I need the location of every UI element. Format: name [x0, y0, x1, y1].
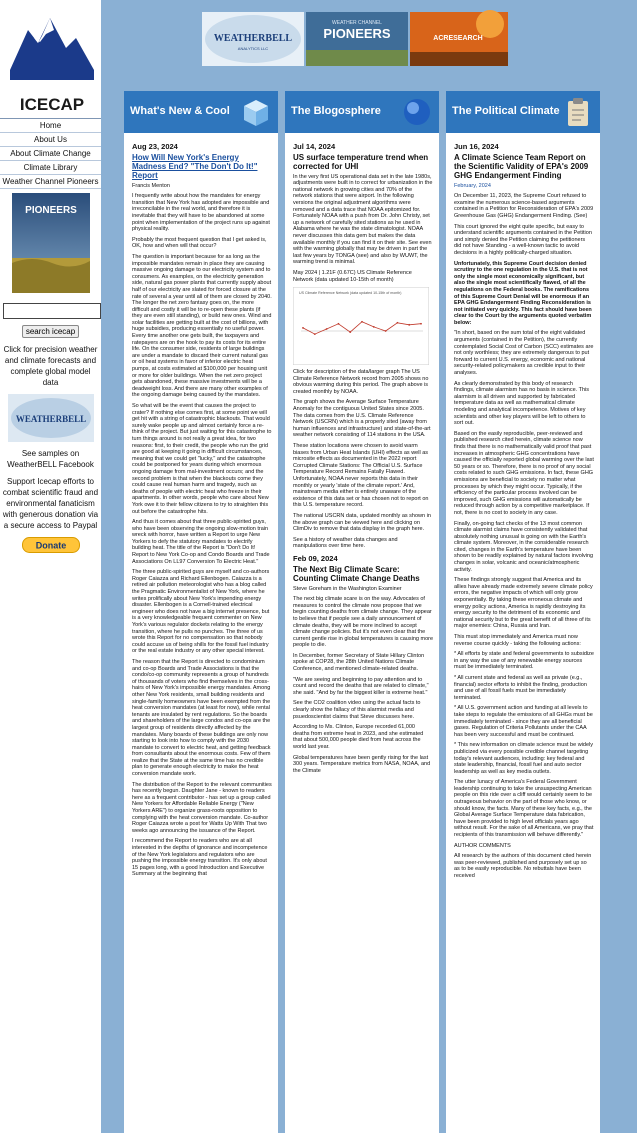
news-date: Aug 23, 2024	[132, 142, 178, 151]
news-headline-link[interactable]: How Will New York's Energy Madness End? "The Don't Do It!" Report	[132, 152, 258, 180]
chart-point	[314, 333, 316, 335]
political-para: This must stop immediately and America must now reverse course quickly - taking the following actions:	[454, 634, 581, 647]
political-para: As clearly demonstrated by this body of research findings, climate alarmism has no basis in science. This alarmism is all driven and supported by fabricated temperature data as well as mathematical climate modeling and analytical incompetence. Motives of key scientists and other key players will be left to others to sort out.	[454, 380, 590, 427]
blog-date-1: Jul 14, 2024	[293, 142, 336, 151]
blog-para: See a history of weather data changes and manipulations over time here.	[293, 536, 398, 550]
news-para: The three public-spirited guys are myself and co-authors Roger Caiazza and Richard Ellenbogen. Caiazza is a retired air pollution meteorologist who has a blog called the Pragmatic Environmentalist of New York, where he writes prolifically about New York's impending energy disaster. Ellenbogen is a Cornell-trained electrical engineer who does not have a big internet presence, but is a very knowledgeable frequent commenter on New York's various regulator dockets relating to the energy transition, where he pulls no punches. The three of us wrote this Report for no compensation so that nobody could accuse us of being shills for the fossil fuel industry or the real estate industry or any other special interest.	[132, 569, 270, 655]
political-para: * All current state and federal as well as private (e.g., financial) sector efforts to inhibit the finding, production and use of all fossil fuels must be immediately terminated.	[454, 674, 587, 701]
blog-para: According to Ms. Clinton, Europe recorded 61,000 deaths from extreme heat in 2023, and she estimated that about 500,000 people died from heat across the world last year.	[293, 724, 424, 750]
logo-text: ICECAP	[19, 95, 85, 114]
news-para: The question is important because for as long as the impossible mandates remain in place they are causing massive ongoing damage to our electricity system and to consumers. As examples, on the electricity generation side, natural gas power plants that currently supply about half of our electricity are slated for forced closure at the rate of several a year until all of them are closed by 2040. The longer the net zero fantasy goes on, the more difficult and costly it will be to re-open these plants (if they are even still standing), or build new ones. Wind and solar facilities are getting built at the cost of billions, with huge subsidies, producing essentially no useful power. Every time another one gets built, the taxpayers and ratepayers are on the hook to pay its costs for its entire life. On the consumer side, residents of large buildings are under a mandate to discard their current natural gas or oil heat systems in favor of inferior electric heat pumps, at costs estimated at $100,000 per housing unit or more for older buildings. When the net zero project gets abandoned, these massive investments will be a deadweight loss. And there are many other examples of the ongoing damage being caused by the mandates.	[132, 253, 272, 399]
weatherbell-banner[interactable]	[202, 12, 304, 66]
uscrn-temperature-chart[interactable]	[293, 287, 429, 365]
nav-about-us[interactable]: About Us	[0, 133, 101, 147]
donate-button[interactable]	[22, 537, 80, 553]
chart-point	[420, 323, 422, 325]
blog-para: Click for description of the data/larger graph The US Climate Reference Network record from 2005 shows no obvious warming during this period. The graph above is created monthly by NOAA.	[293, 369, 429, 395]
political-date: Jun 16, 2024	[454, 142, 499, 151]
weatherbell-facebook-text[interactable]: See samples on WeatherBELL Facebook	[7, 448, 94, 469]
sponsor-banner	[200, 10, 510, 68]
book-title: PIONEERS	[24, 205, 77, 216]
whats-new-header	[124, 91, 278, 133]
chart-caption: May 2024 | 1.21F (0.67C) US Climate Reference Network (data updated 10-15th of month)	[293, 269, 412, 283]
nav-home[interactable]: Home	[0, 119, 101, 133]
news-byline: Francis Menton	[132, 182, 170, 189]
nav-climate-library[interactable]: Climate Library	[0, 161, 101, 175]
chart-point	[326, 328, 328, 330]
political-para: Based on the easily reproducible, peer-reviewed and published research cited herein, climate science now finds that there is no mathematically valid proof that past increases in atmospheric GHG concentrations have caused the officially reported global warming over the last 50 years or so. Therefore, there is no proof of any social costs related to such GHG emissions. In fact, these GHG emissions are beneficial to society no matter what processes by which they might occur. Typically, if the efficiency of the particular process involved can be improved, such GHG emissions will automatically be reduced through action by a competitive marketplace. If not, there is no cost to society in any case.	[454, 430, 594, 516]
whats-new-column	[124, 91, 278, 1133]
blog-para: These station locations were chosen to avoid warm biases from Urban Heat Islands (UHI) effects as well as microsite effects as documented in the 2022 report Corrupted Climate Stations: The Official U.S. Surface Temperature Record Remains Fatally Flawed. Unfortunately, NOAA never reports this data in their monthly or yearly 'state of the climate report.' And, mainstream media either is entirely unaware of the existence of this data set or has chosen not to report on this U.S. temperature record.	[293, 443, 429, 509]
whats-new-title: What's New & Cool	[130, 105, 230, 117]
news-para: The reason that the Report is directed to condominium and co-op Boards and Trade Associations is that the condo/co-op community represents a group of hundreds of thousands of voters who find themselves in the cross-hairs of New York's impossible energy mandates. Among other New York residents, small building residents and single-family homeowners have been exempted from the heat conversion mandates (at least for now), while rental tenants are insulated by rent regulations. So the boards and shareholders of the large condos and co-ops are the largest group of residents directly affected by the mandates. Many boards of these buildings are only now starting to look into how to comply with the 2030 mandate to convert to electric heat, and getting feedback from consultants about the enormous costs. Few of them realize that the State at the same time has no credible plan to generate enough electricity to make the heat conversion mandate work.	[132, 658, 271, 778]
globe-icon	[400, 95, 434, 129]
political-para: These findings strongly suggest that America and its allies have already made extremely severe climate policy errors, the negative impacts of which will only grow exponentially. By taking these erroneous climate and energy policy actions, America is rapidly destroying its energy security to the detriment of its economic and national security but to the great benefit of all three of its major enemies: China, Russia and Iran.	[454, 577, 593, 630]
icecap-logo[interactable]	[8, 8, 96, 118]
blog-para: See the CO2 coalition video using the actual facts to clearly show the fallacy of this alarmist media and psuedoscientist claims that Steve discusses here.	[293, 700, 421, 720]
search-input[interactable]	[3, 303, 101, 319]
pioneers-banner-top: WEATHER CHANNEL	[332, 20, 382, 26]
pioneers-book-cover[interactable]	[12, 193, 90, 293]
weatherbell-banner-sub: ANALYTICS LLC	[237, 46, 269, 51]
blog-byline-2: Steve Goreham in the Washington Examiner	[293, 585, 402, 592]
political-para: AUTHOR COMMENTS	[454, 842, 511, 849]
blog-para: "We are seeing and beginning to pay attention and to count and record the deaths that are related to climate," she said. "And by far the biggest killer is extreme heat."	[293, 676, 429, 696]
political-para: Unfortunately, this Supreme Court decision denied scrutiny to the one regulation in the U.S. that is not only the single most economically significant, but also the single most scientifically flawed, of all the regulations on the Federal books. The ramifications of this Supreme Court Denial will be enormous if an EPA GHG Endangerment Finding Reconsideration is not initiated very quickly. This fact should have been clear to the Court by the arguments quoted verbatim below:	[454, 260, 592, 326]
chart-point	[373, 326, 375, 328]
blog-para: In the very first US operational data set in the late 1980s, adjustments were built in to correct for urbanization in the national network in growing cities and 70% of the network stations that were airport. In the following versions the original adjustment algorithms were removed and a data trace that NOAA epitomized for. Fortunately NOAA with a push from Dr. John Christy, set up a network of carefully sited stations as he used in Alabama where he was the state climatologist. NOAA never discusses this data gem but makes the data available monthly if you can find it on their site. See even with the warming globally that may be driven in part the last few years by TONGA (see) and also by WUWT, the warming trend is minimal.	[293, 173, 433, 266]
blog-headline-1: US surface temperature trend when corrected for UHI	[293, 152, 429, 171]
clipboard-icon	[561, 95, 595, 129]
weatherbell-logo-text: WEATHERBELL	[15, 413, 86, 424]
political-para: * This new information on climate science must be widely publicized via every possible credible channel targeting today's relevant audiences, including: key federal and state leadership, financial, fossil fuel and auto sector leadership as well as key media outlets.	[454, 742, 593, 775]
chart-point	[397, 322, 399, 324]
political-para: Finally, on-going fact checks of the 13 most common climate alarmist claims have consistently validated that absolutely nothing unusual is going on with the Earth's climate system. Moreover, in the considerable research cited, changes in the Earth's temperature have been shown to be readily explained by natural factors involving changes in solar, volcanic and oceanic/atmospheric activity.	[454, 520, 594, 573]
blogosphere-title: The Blogosphere	[291, 105, 381, 117]
pioneers-banner-text: PIONEERS	[323, 26, 391, 41]
chart-point	[361, 321, 363, 323]
blog-para: In December, former Secretary of State Hillary Clinton spoke at COP28, the 28th United Nations Climate Conference, and mentioned climate-related deaths.	[293, 652, 425, 673]
political-climate-column	[446, 91, 600, 1133]
blogosphere-header	[285, 91, 439, 133]
news-para: I frequently write about how the mandates for energy transition that New York has adopted are impossible and irreconcilable in the real world, and therefore it is inevitable that they will have to be abandoned at some point when implementation of the project runs up against physical reality.	[132, 193, 270, 233]
search-button[interactable]: search icecap	[22, 325, 79, 338]
political-para: On December 11, 2023, the Supreme Court refused to examine the numerous science-based arguments contained in a Petition for Reconsideration of EPA's 2009 Greenhouse Gas (GHG) Endangerment Finding. (See)	[454, 193, 594, 219]
donate-label: Donate	[35, 540, 66, 550]
chart-point	[349, 331, 351, 333]
political-para: All research by the authors of this document cited herein was peer-reviewed, published and purposely set up so as to be easily reproducible. No rebuttals have been received	[454, 853, 592, 879]
nav-about-climate-change[interactable]: About Climate Change	[0, 147, 101, 161]
blog-para: The graph shows the Average Surface Temperature Anomaly for the contiguous United States since 2005. The data comes from the U.S. Climate Reference Network (USCRN) which is a properly sited (away from human influences and infrastructure) and state-of-the-art weather network consisting of 114 stations in the USA.	[293, 399, 431, 439]
news-para: And thus it comes about that three public-spirited guys, who have been observing the ongoing slow-motion train wreck with horror, have written a Report to urge New Yorkers to defy the statutory mandates to electrify building heat. The title of the Report is "Don't Do It! Report to New York Co-op and Condo Boards and Trade Associations On LL97 Conversion To Electric Heat."	[132, 519, 270, 565]
blog-headline-2: The Next Big Climate Scare: Counting Climate Change Deaths	[293, 564, 420, 583]
political-para: The utter lunacy of America's Federal Government leadership continuing to take the unsuspecting American people on this ride over a cliff would certainly seem to be outrageous behavior on the part of those who know, or should know, the facts. Many of these key facts, e.g., the Global Average Surface Temperature data fabrication, have been provided to high level officials years ago without result. For the sake of all Americans, we pray that recipients of this transmission will behave differently."	[454, 779, 594, 839]
political-para: This court ignored the eight quite specific, but easy to understand scientific arguments contained in the Petition and simply denied the Petition claiming the petitioners did not have Standing - a well-known tactic to avoid decisions in a highly politically-charged situation.	[454, 223, 592, 256]
chart-title: US Climate Reference Network (data updated 10-15th of month)	[299, 291, 402, 296]
chart-point	[338, 323, 340, 325]
chart-point	[385, 330, 387, 332]
support-text: Support Icecap efforts to combat scientific fraud and environmental fanaticism with generous donation via a secure access to Paypal	[2, 476, 99, 530]
acresearch-banner[interactable]	[410, 10, 508, 66]
nav-weather-channel-pioneers[interactable]: Weather Channel Pioneers	[0, 175, 101, 189]
news-para: Probably the most frequent question that I get asked is, OK, how and when will that occur?	[132, 236, 267, 250]
political-para: * All U.S. government action and funding at all levels to take steps to regulate the emissions of all GHGs must be immediately terminated - since they are all beneficial gases. Regulation of Criteria Pollutants under the CAA has been very successful and must be continued.	[454, 705, 593, 738]
political-sublink[interactable]: February, 2024	[454, 182, 491, 189]
site-nav	[0, 118, 101, 189]
ice-cube-icon	[239, 95, 273, 129]
blog-para: The next big climate scare is on the way. Advocates of measures to control the climate now propose that we begin counting deaths from climate change. They appear to believe that if people see a daily announcement of climate deaths, they will be more inclined to accept climate change policies. But it's not even clear that the current gentle rise in global temperatures is causing more people to die.	[293, 596, 434, 649]
blog-para: Global temperatures have been gently rising for the last 300 years. Temperature metrics from NASA, NOAA, and the Climate	[293, 754, 431, 774]
political-climate-title: The Political Climate	[452, 105, 560, 117]
political-headline: A Climate Science Team Report on the Scientific Validity of EPA's 2009 GHG Endangerment Finding	[454, 152, 589, 180]
blog-date-2: Feb 09, 2024	[293, 553, 338, 563]
sidebar	[0, 0, 101, 1133]
acresearch-banner-text: ACRESEARCH	[433, 35, 483, 42]
news-para: I recommend the Report to readers who are at all interested in the depths of ignorance and incompetence of the New York legislators and regulators who are pushing the impossible energy transition. It's only about 15 pages long, with a good Introduction and Executive Summary at the beginning that	[132, 838, 268, 878]
precision-forecast-text: Click for precision weather and climate forecasts and complete global model data	[3, 344, 98, 387]
weatherbell-logo[interactable]	[8, 394, 94, 442]
blog-para: The national USCRN data, updated monthly as shown in the above graph can be viewed here and clicking on ClimDiv to remove that data display in the graph here.	[293, 512, 431, 533]
political-climate-header	[446, 91, 600, 133]
news-para: So what will be the event that causes the project to crater? If nothing else comes first, at some point we will get hit with a string of catastrophic blackouts. That would surely wake people up and almost certainly force a re-think of the project. But just waiting for this catastrophe to turn things around is not really a great idea, for two reasons: first, to their credit, the people who run the grid are good at keeping it going in difficult circumstances, meaning that we could get "lucky," and the catastrophe could be postponed for years during which enormous ongoing damage from mal-investment occurs; and the second problem is that when the blackouts come they could cause real human harm and tragedy, such as deaths of people with electric heat who freeze in their apartments. In other words, people who care about New York owe it to their fellow citizens to try to straighten this out before the catastrophe hits.	[132, 403, 272, 515]
chart-point	[302, 327, 304, 329]
news-para: The distribution of the Report to the relevant communities has recently begun. Daughter Jane - known to readers here as a frequent contributor - has set up a group called New Yorkers for Affordable Reliable Energy ("New Yorkers ARE") to organize grass-roots opposition to complying with the heat conversion mandate. Co-author Roger Caiazza wrote a post for Watts Up With That two weeks ago announcing the issuance of the Report.	[132, 781, 272, 834]
political-para: "In short, based on the sum total of the eight validated arguments (contained in the Petition), the currently contemplated Social Cost of Carbon (SCC) estimates are not only worthless; they are extremely dangerous to put forward to current U.S. energy, economic and national security-related policymakers as credible input to their analyses.	[454, 330, 594, 377]
chart-point	[408, 324, 410, 326]
political-para: * All efforts by state and federal governments to subsidize in any way the use of any renewable energy sources must be immediately terminated.	[454, 651, 594, 671]
pioneers-banner[interactable]	[306, 12, 408, 66]
blogosphere-column	[285, 91, 439, 1133]
weatherbell-banner-text: WEATHERBELL	[213, 33, 293, 44]
